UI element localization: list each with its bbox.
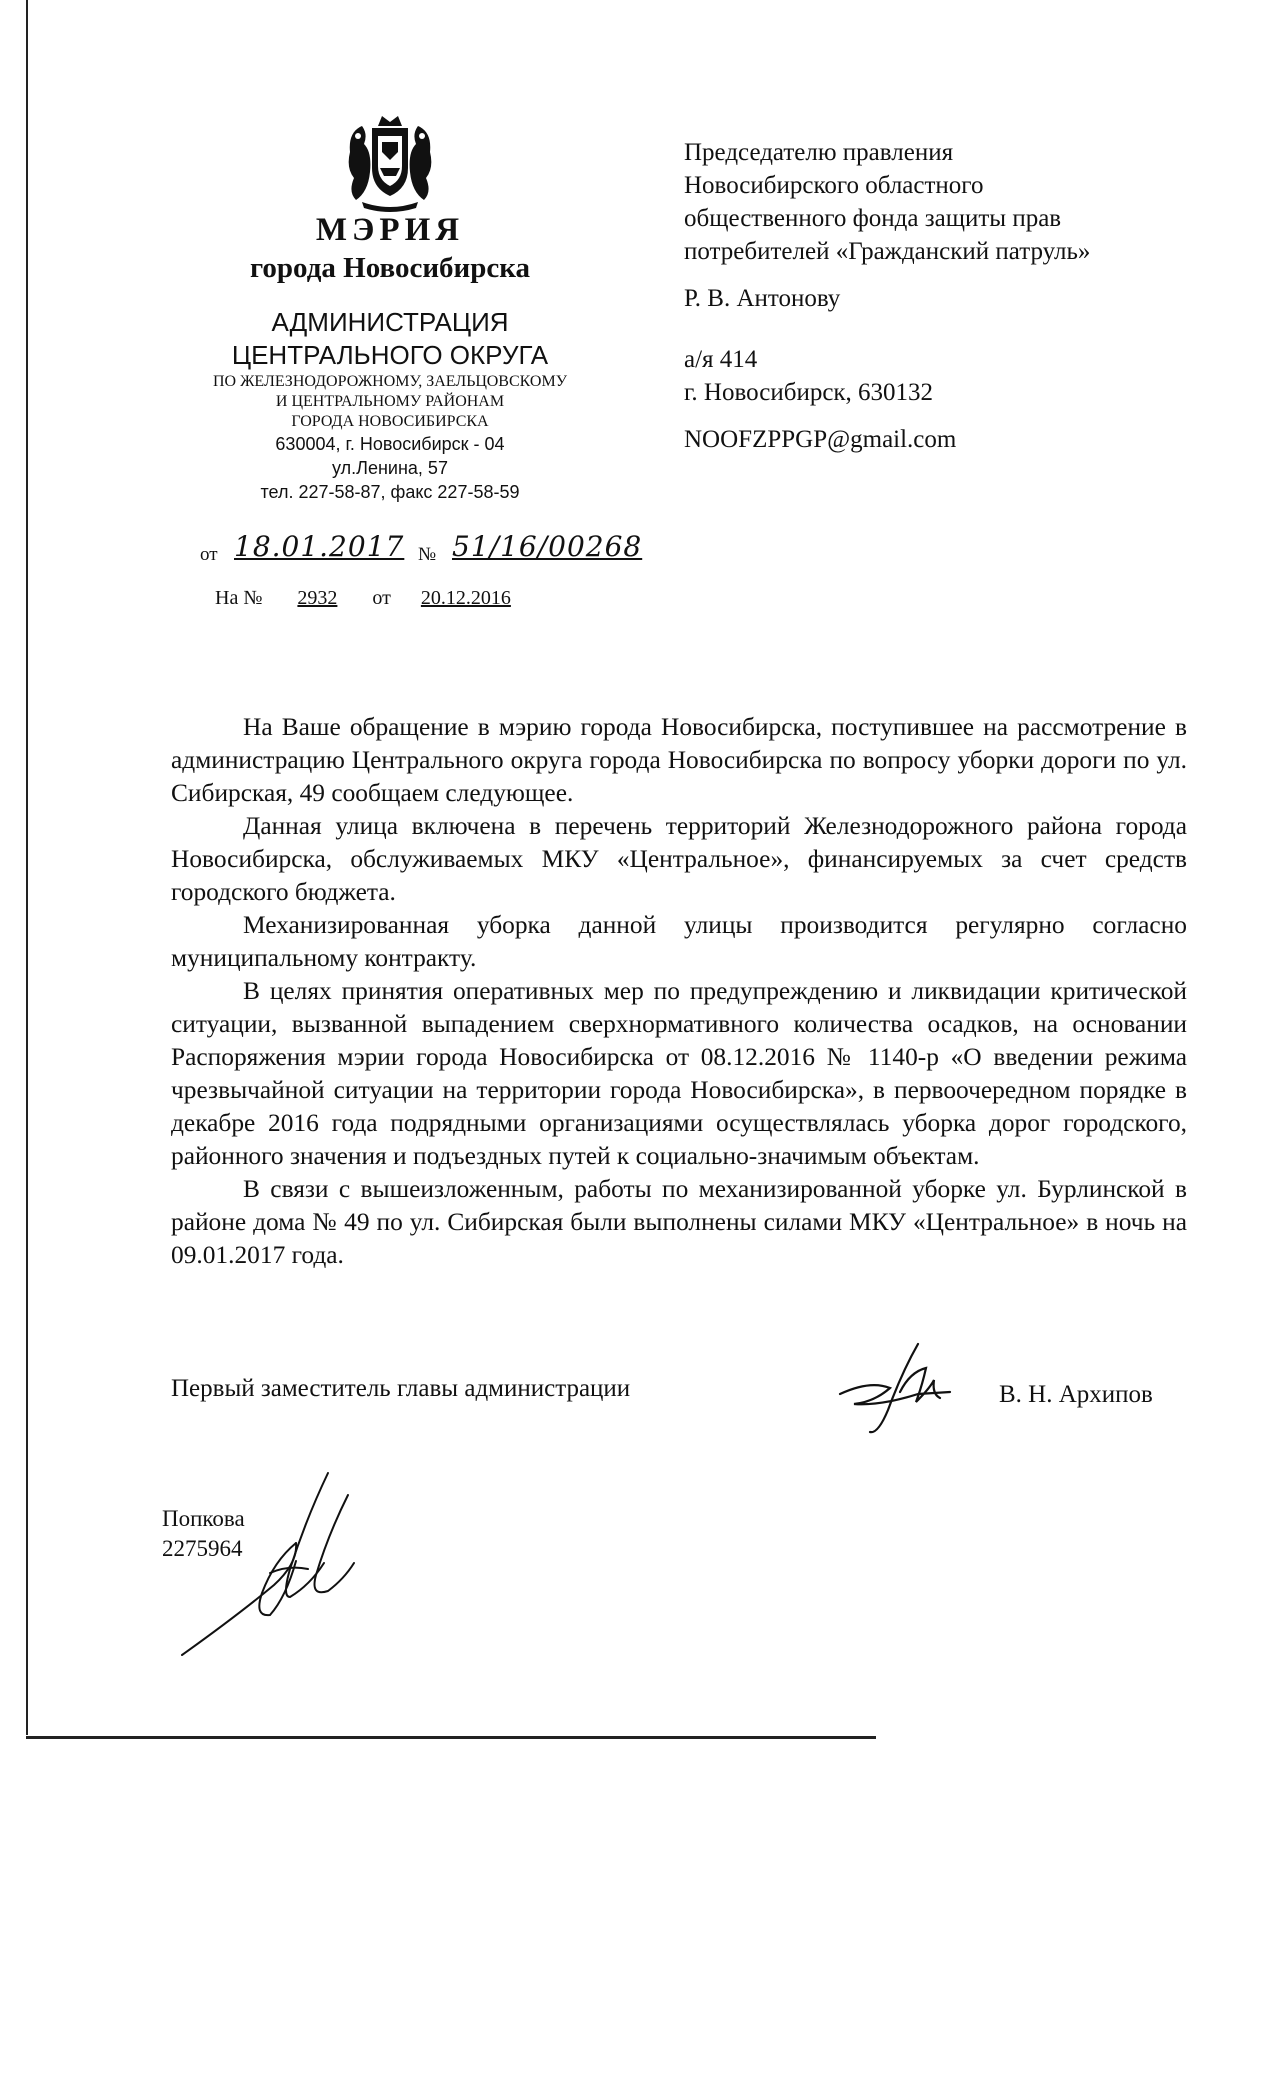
recipient-city: г. Новосибирск, 630132: [684, 379, 934, 406]
signature-mark: [830, 1332, 980, 1442]
body-paragraph: Механизированная уборка данной улицы производится регулярно согласно муниципальному контракту.: [171, 911, 1187, 972]
sender-administration: [160, 306, 620, 504]
body-paragraph: В целях принятия оперативных мер по предупреждению и ликвидации критической ситуации, вызванной выпадением сверхнормативного количества осадков, на основании Распоряжения мэрии города Новосибирска от 08.12.2016 № 1140-р «О введении режима чрезвычайной ситуации на территории города Новосибирска», в первоочередном порядке в декабре 2016 года подрядными организациями осуществлялась уборка дорог городского, районного значения и подъездных путей к социально-значимым объектам.: [171, 977, 1187, 1170]
reply-reference: [215, 587, 536, 610]
reply-from-label: от: [372, 587, 391, 609]
recipient-line-4: потребителей «Гражданский патруль»: [684, 238, 1091, 265]
executor-name: Попкова: [162, 1506, 245, 1531]
body-paragraph: В связи с вышеизложенным, работы по механизированной уборке ул. Бурлинской в районе дома № 49 по ул. Сибирская были выполнены силами МКУ «Центральное» в ночь на 09.01.2017 года.: [171, 1175, 1187, 1269]
bottom-rule: [26, 1736, 876, 1739]
registration-date: 18.01.2017: [234, 530, 405, 563]
admin-line-2: ЦЕНТРАЛЬНОГО ОКРУГА: [231, 340, 549, 370]
address-line-2: ул.Ленина, 57: [332, 458, 448, 478]
sender-phone: тел. 227-58-87, факс 227-58-59: [260, 482, 520, 502]
recipient-name: Р. В. Антонову: [684, 285, 841, 312]
districts-line-2: И ЦЕНТРАЛЬНОМУ РАЙОНАМ: [275, 393, 505, 410]
letter-body: [171, 711, 1187, 1272]
sender-mayoralty: [190, 210, 590, 286]
reply-on-label: На №: [215, 587, 263, 609]
districts-line-3: ГОРОДА НОВОСИБИРСКА: [291, 413, 489, 430]
org-title: МЭРИЯ: [315, 212, 465, 248]
registration-number-label: №: [418, 544, 437, 565]
signatory-title: Первый заместитель главы администрации: [171, 1375, 631, 1402]
recipient-line-2: Новосибирского областного: [684, 172, 984, 199]
districts-line-1: ПО ЖЕЛЕЗНОДОРОЖНОМУ, ЗАЕЛЬЦОВСКОМУ: [212, 373, 568, 390]
registration-line: [200, 530, 643, 570]
recipient-block: [684, 136, 1204, 456]
reply-number: 2932: [297, 587, 338, 609]
body-paragraph: Данная улица включена в перечень территорий Железнодорожного района города Новосибирска, обслуживаемых МКУ «Центральное», финансируемых за счет средств городского бюджета.: [171, 812, 1187, 906]
admin-line-1: АДМИНИСТРАЦИЯ: [271, 307, 509, 337]
address-line-1: 630004, г. Новосибирск - 04: [275, 434, 505, 454]
registration-from-label: от: [200, 544, 218, 565]
recipient-line-1: Председателю правления: [684, 139, 954, 166]
reply-date: 20.12.2016: [420, 587, 511, 609]
recipient-po-box: а/я 414: [684, 346, 758, 373]
org-city: города Новосибирска: [249, 252, 531, 284]
signatory-name: В. Н. Архипов: [999, 1381, 1153, 1408]
recipient-line-3: общественного фонда защиты прав: [684, 205, 1062, 232]
executor-phone: 2275964: [162, 1536, 243, 1561]
executor-signature-mark: [178, 1465, 358, 1660]
coat-of-arms-icon: [342, 112, 438, 212]
registration-number: 51/16/00268: [452, 530, 643, 563]
body-paragraph: На Ваше обращение в мэрию города Новосибирска, поступившее на рассмотрение в администрацию Центрального округа города Новосибирска по вопросу уборки дороги по ул. Сибирская, 49 сообщаем следующее.: [171, 713, 1187, 807]
recipient-email: NOOFZPPGP@gmail.com: [684, 426, 957, 453]
scan-left-edge: [26, 0, 28, 1735]
